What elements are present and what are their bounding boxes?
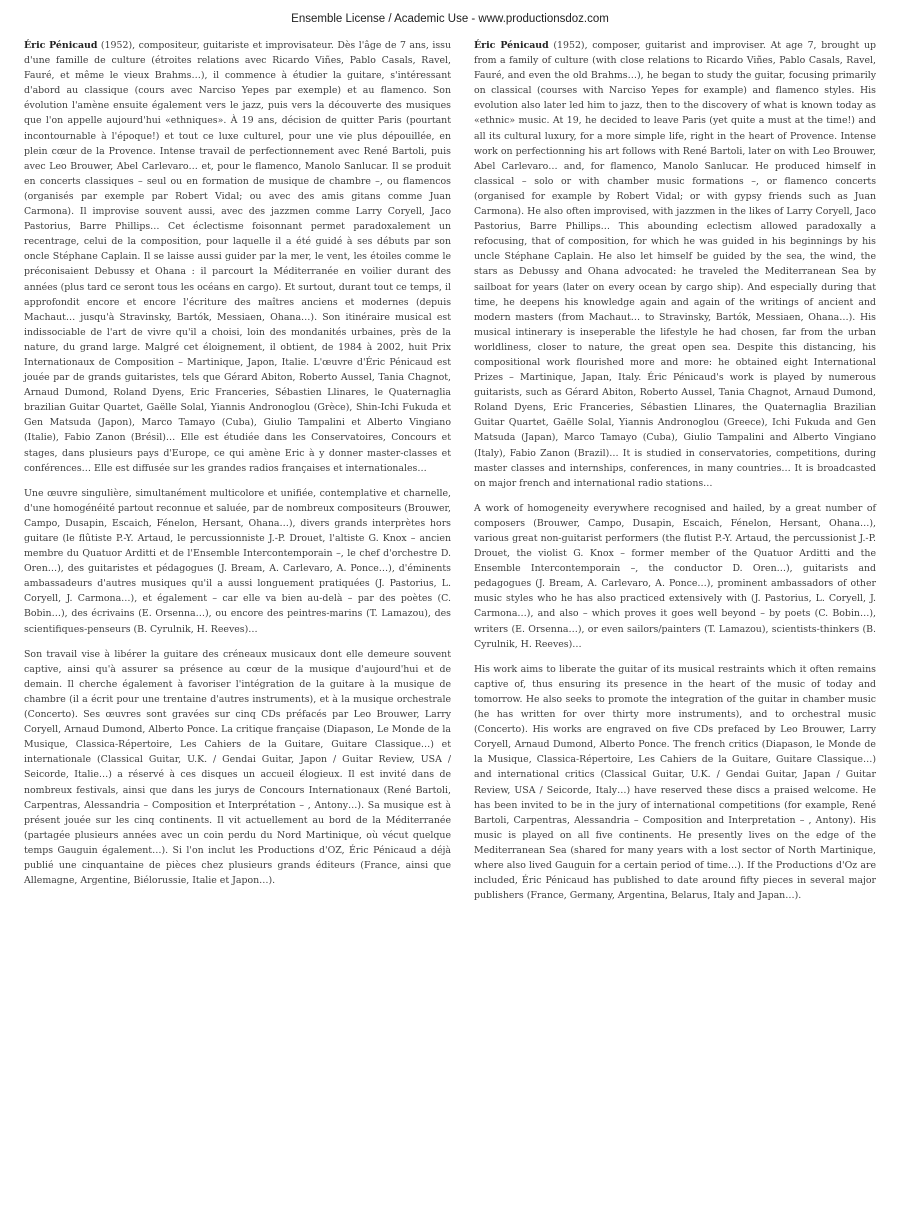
french-biography-column (24, 38, 451, 898)
french-paragraph-2: Une œuvre singulière, simultanément multicolore et unifiée, contemplative et charnelle, d'une homogénéité partout reconnue et saluée, par de nombreux compositeurs (Brouwer, Campo, Dusapin, Escaich, Fénelon, Hersant, Ohana…), divers grands interprètes hors guitare (le flûtiste P.-Y. Artaud, le percussionniste J.-P. Drouet, l'altiste G. Knox – ancien membre du Quatuor Arditti et de l'Ensemble Intercontemporain –, le chef d'orchestre D. Oren…), des guitaristes et pédagogues (J. Bream, A. Carlevaro, A. Ponce…), d'éminents ambassadeurs d'autres musiques qu'il a aussi longuement pratiquées (J. Pastorius, L. Coryell, J. Carmona…), et également – car elle va bien au-delà – par des poètes (C. Bobin…), des écrivains (E. Orsenna…), ou encore des peintres-marins (T. Lamazou), des scientifiques-penseurs (B. Cyrulnik, H. Reeves)… (24, 487, 451, 635)
english-paragraph-1 (474, 38, 876, 491)
french-author-name: Éric Pénicaud (24, 40, 98, 51)
french-paragraph-1-text: (1952), compositeur, guitariste et improvisateur. Dès l'âge de 7 ans, issu d'une famille de culture (étroites relations avec Ricardo Viñes, Pablo Casals, Ravel, Fauré, et même le vieux Brahms…), il commence à étudier la guitare, s'intéressant d'abord au classique (cours avec Narciso Yepes par exemple) et au flamenco. Son évolution l'amène ensuite également vers le jazz, puis vers la découverte des musiques que l'on appelle aujourd'hui «ethniques». À 19 ans, décision de quitter Paris (pourtant incontournable à l'époque!) et tout ce luxe culturel, pour une vie plus dépouillée, en plein cœur de la Provence. Intense travail de perfectionnement avec René Bartoli, puis avec Leo Brouwer, Abel Carlevaro… et, pour le flamenco, Manolo Sanlucar. Il se produit en concerts classiques – seul ou en formation de musique de chambre –, ou flamencos (organisés par exemple par Robert Vidal; ou avec des amis gitans comme Juan Carmona). Il improvise souvent aussi, avec des jazzmen comme Larry Coryell, Jaco Pastorius, Barre Phillips… Cet éclectisme foisonnant permet paradoxalement un recentrage, celui de la composition, pour laquelle il a été guidé à ses débuts par son oncle Stéphane Caplain. Il se laisse aussi guider par la mer, le vent, les étoiles comme le préconisaient Debussy et Ohana : il parcourt la Méditerranée en voilier durant des années (plus tard ce seront tous les océans en cargo). Et surtout, durant tout ce temps, il approfondit encore et encore l'écriture des maîtres anciens et modernes (depuis Machaut… jusqu'à Stravinsky, Bartók, Messiaen, Ohana…). Son itinéraire musical est indissociable de l'art de vivre qu'il a choisi, loin des mondanités urbaines, près de la nature, du grand large. Malgré cet éloignement, il obtient, de 1984 à 2002, huit Prix Internationaux de Composition – Martinique, Japon, Italie. L'œuvre d'Éric Pénicaud est jouée par de grands guitaristes, tels que Gérard Abiton, Roberto Aussel, Tania Chagnot, Arnaud Dumond, Roland Dyens, Eric Franceries, Sébastien Llinares, le Quaternaglia brazilian Guitar Quartet, Gaëlle Solal, Yiannis Andronoglou (Grèce), Shin-Ichi Fukuda et Gen Matsuda (Japon), Marco Tamayo (Cuba), Giulio Tampalini et Alberto Vingiano (Italie), Fabio Zanon (Brésil)… Elle est étudiée dans les Conservatoires, Concours et stages, dans plusieurs pays d'Europe, ce qui amène Eric à y donner master-classes et conférences… Elle est diffusée sur les grandes radios françaises et internationales… (24, 40, 451, 474)
license-header: Ensemble License / Academic Use - www.productionsdoz.com (291, 13, 609, 25)
english-paragraph-2: A work of homogeneity everywhere recognised and hailed, by a great number of composers (Brouwer, Campo, Dusapin, Escaich, Fénelon, Hersant, Ohana…), various great non-guitarist performers (the flutist P.-Y. Artaud, the percussionist J.-P. Drouet, the violist G. Knox – former member of the Quatuor Arditti and the Ensemble Intercontemporain –, the conductor D. Oren…), guitarists and pedagogues (J. Bream, A. Carlevaro, A. Ponce…), prominent ambassadors of other music styles who he has also practiced extensively with (J. Pastorius, L. Coryell, J. Carmona…), and also – which proves it goes well beyond – by poets (C. Bobin…), writers (E. Orsenna…), or even sailors/painters (T. Lamazou), scientists-thinkers (B. Cyrulnik, H. Reeves)… (474, 502, 876, 650)
english-paragraph-3: His work aims to liberate the guitar of its musical restraints which it often remains captive of, thus ensuring its presence in the heart of the music of today and tomorrow. He also seeks to promote the integration of the guitar in chamber music (he has written for over thirty more instruments), and to orchestral music (Concerto). His works are engraved on five CDs prefaced by Leo Brouwer, Larry Coryell, Arnaud Dumond, Alberto Ponce. The french critics (Diapason, le Monde de la Musique, Classica-Répertoire, Les Cahiers de la Guitare, Guitare Classique…) and international critics (Classical Guitar, U.K. / Gendai Guitar, Japan / Guitar Review, USA / Seicorde, Italy…) have reserved these discs a praised welcome. He has been invited to be in the jury of international competitions (for example, René Bartoli, Carpentras, Alessandria – Composition and Interpretation – , Antony). His music is played on all five continents. He presently lives on the edge of the Mediterranean Sea (shared for many years with a lost sector of North Martinique, where also lived Gauguin for a certain period of time…). If the Productions d'Oz are included, Éric Pénicaud has published to date around fifty pieces in several major publishers (France, Germany, Argentina, Belarus, Italy and Japan…). (474, 663, 876, 902)
french-paragraph-1 (24, 38, 451, 476)
english-paragraph-1-text: (1952), composer, guitarist and improviser. At age 7, brought up from a family of culture (with close relations to Ricardo Viñes, Pablo Casals, Ravel, Fauré, and even the old Brahms…), he began to study the guitar, focusing primarily on classical (courses with Narciso Yepes for example) and flamenco styles. His evolution also later led him to jazz, then to the discovery of what is known today as «ethnic» music. At 19, he decided to leave Paris (yet quite a must at the time!) and all its cultural luxury, for a more simple life, right in the heart of Provence. Intense work on perfectionning his art follows with René Bartoli, later on with Leo Brouwer, Abel Carlevaro… and, for flamenco, Manolo Sanlucar. He produced himself in classical – solo or with chamber music formations –, or flamenco concerts (organised for example by Robert Vidal; or with gypsy friends such as Juan Carmona). He also often improvised, with jazzmen in the likes of Larry Coryell, Jaco Pastorius, Barre Phillips… This abounding eclectism allowed paradoxally a refocusing, that of composition, for which he was guided in his beginnings by his uncle Stéphane Caplain. He also let himself be guided by the sea, the wind, the stars as Debussy and Ohana advocated: he traveled the Mediterranean Sea by sailboat for years (later on every ocean by cargo ship). And especially during that time, he deepens his knowledge again and again of the writings of ancient and modern masters (from Machaut… to Stravinsky, Bartók, Messiaen, Ohana…). His musical intinerary is inseperable the lifestyle he had chosen, far from the urban worldliness, closer to nature, the great open sea. Despite this distancing, his compositional work flourished more and more: he obtained eight International Prizes – Martinique, Japan, Italy. Éric Pénicaud's work is played by numerous guitarists, such as Gérard Abiton, Roberto Aussel, Tania Chagnot, Arnaud Dumond, Roland Dyens, Eric Franceries, Sébastien Llinares, the Quaternaglia Brazilian Guitar Quartet, Gaëlle Solal, Yiannis Andronoglou (Greece), Ichi Fukuda and Gen Matsuda (Japan), Marco Tamayo (Cuba), Giulio Tampalini and Alberto Vingiano (Italy), Fabio Zanon (Brazil)… It is studied in conservatories, competitions, during master classes and internships, conferences, in many countries… It is broadcasted on major french and international radio stations… (474, 40, 876, 489)
english-author-name: Éric Pénicaud (474, 40, 549, 51)
english-biography-column (474, 38, 876, 913)
french-paragraph-3: Son travail vise à libérer la guitare des créneaux musicaux dont elle demeure souvent captive, ainsi qu'à assurer sa présence au cœur de la musique d'aujourd'hui et de demain. Il cherche également à favoriser l'intégration de la guitare à la musique de chambre (il a écrit pour une trentaine d'autres instruments), et à la musique orchestrale (Concerto). Ses œuvres sont gravées sur cinq CDs préfacés par Leo Brouwer, Larry Coryell, Arnaud Dumond, Alberto Ponce. La critique française (Diapason, Le Monde de la Musique, Classica-Répertoire, Les Cahiers de la Guitare, Guitare Classique…) et internationale (Classical Guitar, U.K. / Gendai Guitar, Japon / Guitar Review, USA / Seicorde, Italie…) a réservé à ces disques un accueil élogieux. Il est invité dans de nombreux festivals, ainsi que dans les jurys de Concours Internationaux (René Bartoli, Carpentras, Alessandria – Composition et Interprétation – , Antony…). Sa musique est à présent jouée sur les cinq continents. Il vit actuellement au bord de la Méditerranée (partagée plusieurs années avec un coin perdu du Nord Martinique, où vécut quelque temps Gauguin également…). Si l'on inclut les Productions d'OZ, Éric Pénicaud a déjà publié une cinquantaine de pièces chez plusieurs grands éditeurs (France, ainsi que Allemagne, Argentine, Biélorussie, Italie et Japon…). (24, 648, 451, 887)
